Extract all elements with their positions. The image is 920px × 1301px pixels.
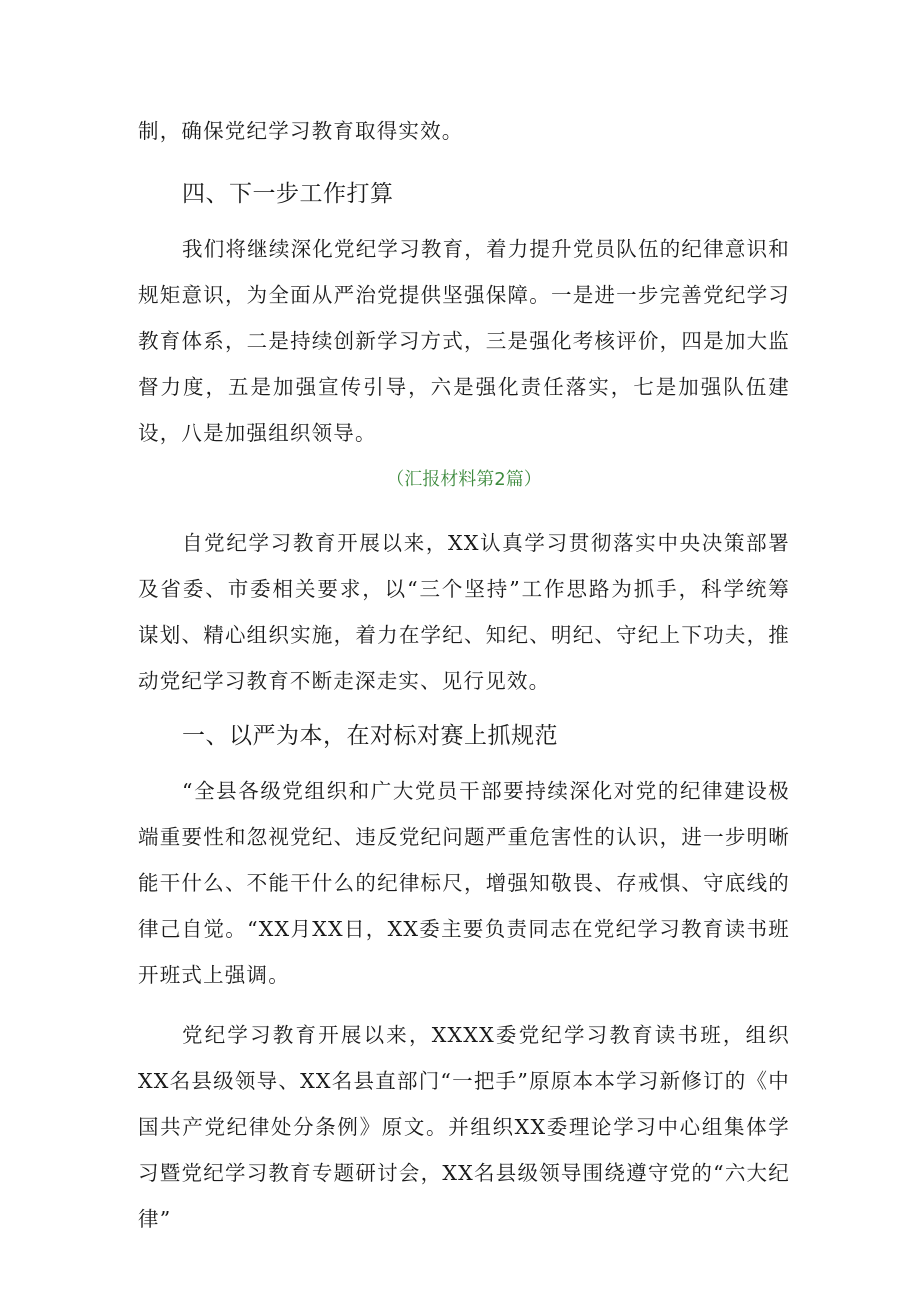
section-heading-next-steps: 四、下一步工作打算: [182, 181, 394, 207]
paragraph-quote: “全县各级党组织和广大党员干部要持续深化对党的纪律建设极端重要性和忽视党纪、违反党纪问题严重危害性的认识，进一步明晰能干什么、不能干什么的纪律标尺，增强知敬畏、存戒惧、守底线的律己自觉。“XX月XX日，XX委主要负责同志在党纪学习教育读书班开班式上强调。: [138, 779, 790, 987]
paragraph-intro: 自党纪学习教育开展以来，XX认真学习贯彻落实中央决策部署及省委、市委相关要求，以“三个坚持”工作思路为抓手，科学统筹谋划、精心组织实施，着力在学纪、知纪、明纪、守纪上下功夫，推动党纪学习教育不断走深走实、见行见效。: [138, 531, 790, 693]
paragraph-study: 党纪学习教育开展以来，XXXX委党纪学习教育读书班，组织XX名县级领导、XX名县直部门“一把手”原原本本学习新修订的《中国共产党纪律处分条例》原文。并组织XX委理论学习中心组集体学习暨党纪学习教育专题研讨会，XX名县级领导围绕遵守党的“六大纪律”: [138, 1023, 790, 1231]
paragraph-next-steps: 我们将继续深化党纪学习教育，着力提升党员队伍的纪律意识和规矩意识，为全面从严治党提供坚强保障。一是进一步完善党纪学习教育体系，二是持续创新学习方式，三是强化考核评价，四是加大监督力度，五是加强宣传引导，六是强化责任落实，七是加强队伍建设，八是加强组织领导。: [138, 237, 790, 445]
report-subtitle: （汇报材料第2篇）: [386, 469, 542, 490]
paragraph-continuation: 制，确保党纪学习教育取得实效。: [138, 119, 464, 143]
section-heading-standards: 一、以严为本，在对标对赛上抓规范: [182, 723, 558, 749]
